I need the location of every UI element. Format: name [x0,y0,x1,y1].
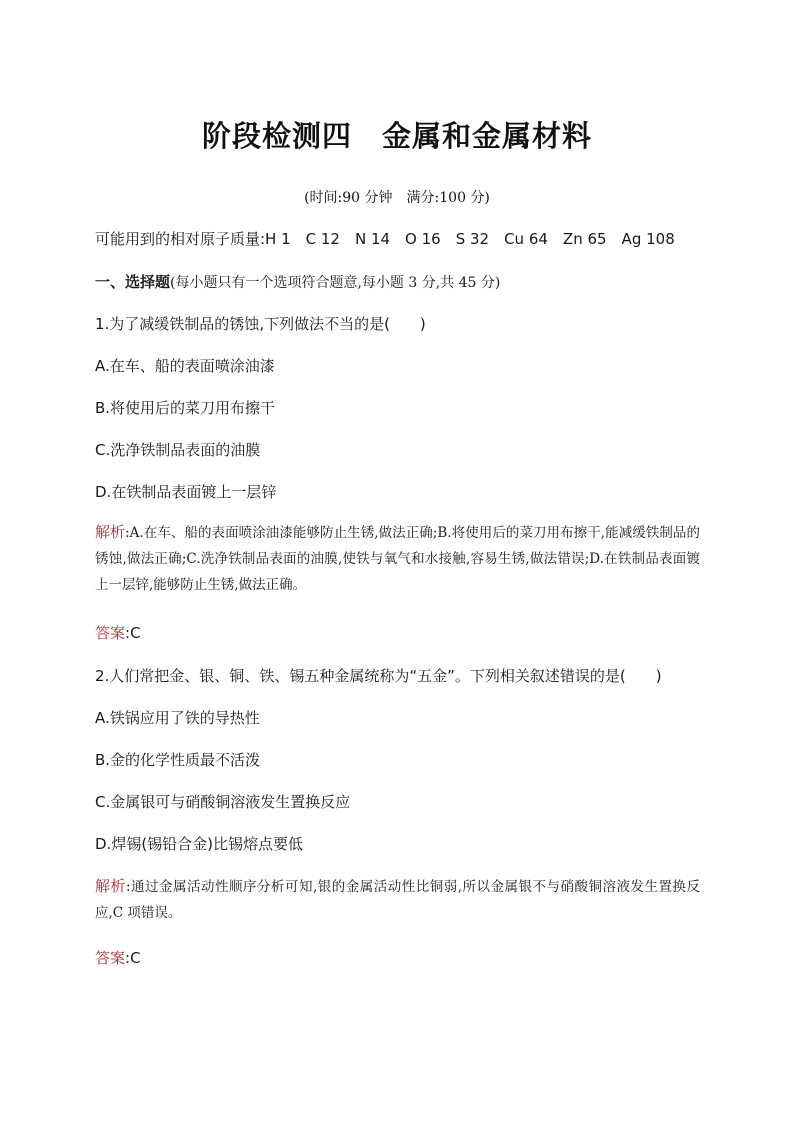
question-1-option-c: C.洗净铁制品表面的油膜 [95,441,261,459]
analysis-label: 解析 [95,523,126,541]
atomic-masses: 可能用到的相对原子质量:H 1 C 12 N 14 O 16 S 32 Cu 64 Zn 65 Ag 108 [95,230,675,248]
analysis-label: 解析 [95,877,126,895]
question-2-option-d: D.焊锡(锡铅合金)比锡熔点要低 [95,835,304,853]
section-title: 一、选择题 [95,273,171,291]
question-2-option-a: A.铁锅应用了铁的导热性 [95,709,260,727]
question-1-answer [95,622,141,643]
section-heading [95,272,715,293]
question-1-option-d: D.在铁制品表面镀上一层锌 [95,483,277,501]
answer-label: 答案 [95,624,126,642]
question-1-option-b: B.将使用后的菜刀用布擦干 [95,399,276,417]
answer-text: :C [125,949,141,967]
question-1-stem: 1.为了减缓铁制品的锈蚀,下列做法不当的是( ) [95,315,426,333]
answer-label: 答案 [95,949,126,967]
analysis-text: :A.在车、船的表面喷涂油漆能够防止生锈,做法正确;B.将使用后的菜刀用布擦干,能减缓铁制品的锈蚀,做法正确;C.洗净铁制品表面的油膜,使铁与氧气和水接触,容易生锈,做法错误;D.在铁制品表面镀上一层锌,能够防止生锈,做法正确。 [95,525,700,593]
question-2-stem: 2.人们常把金、银、铜、铁、锡五种金属统称为“五金”。下列相关叙述错误的是( ) [95,667,662,685]
analysis-text: :通过金属活动性顺序分析可知,银的金属活动性比铜弱,所以金属银不与硝酸铜溶液发生置换反应,C 项错误。 [95,879,700,921]
exam-time-score: (时间:90 分钟 满分:100 分) [304,190,490,206]
question-2-answer [95,947,141,968]
answer-text: :C [125,624,141,642]
question-1-analysis [95,519,700,598]
question-1-option-a: A.在车、船的表面喷涂油漆 [95,357,275,375]
question-2-option-c: C.金属银可与硝酸铜溶液发生置换反应 [95,793,351,811]
question-2-option-b: B.金的化学性质最不活泼 [95,751,261,769]
section-note: (每小题只有一个选项符合题意,每小题 3 分,共 45 分) [170,275,501,291]
page-title: 阶段检测四 金属和金属材料 [201,119,592,153]
question-2-analysis [95,873,700,926]
